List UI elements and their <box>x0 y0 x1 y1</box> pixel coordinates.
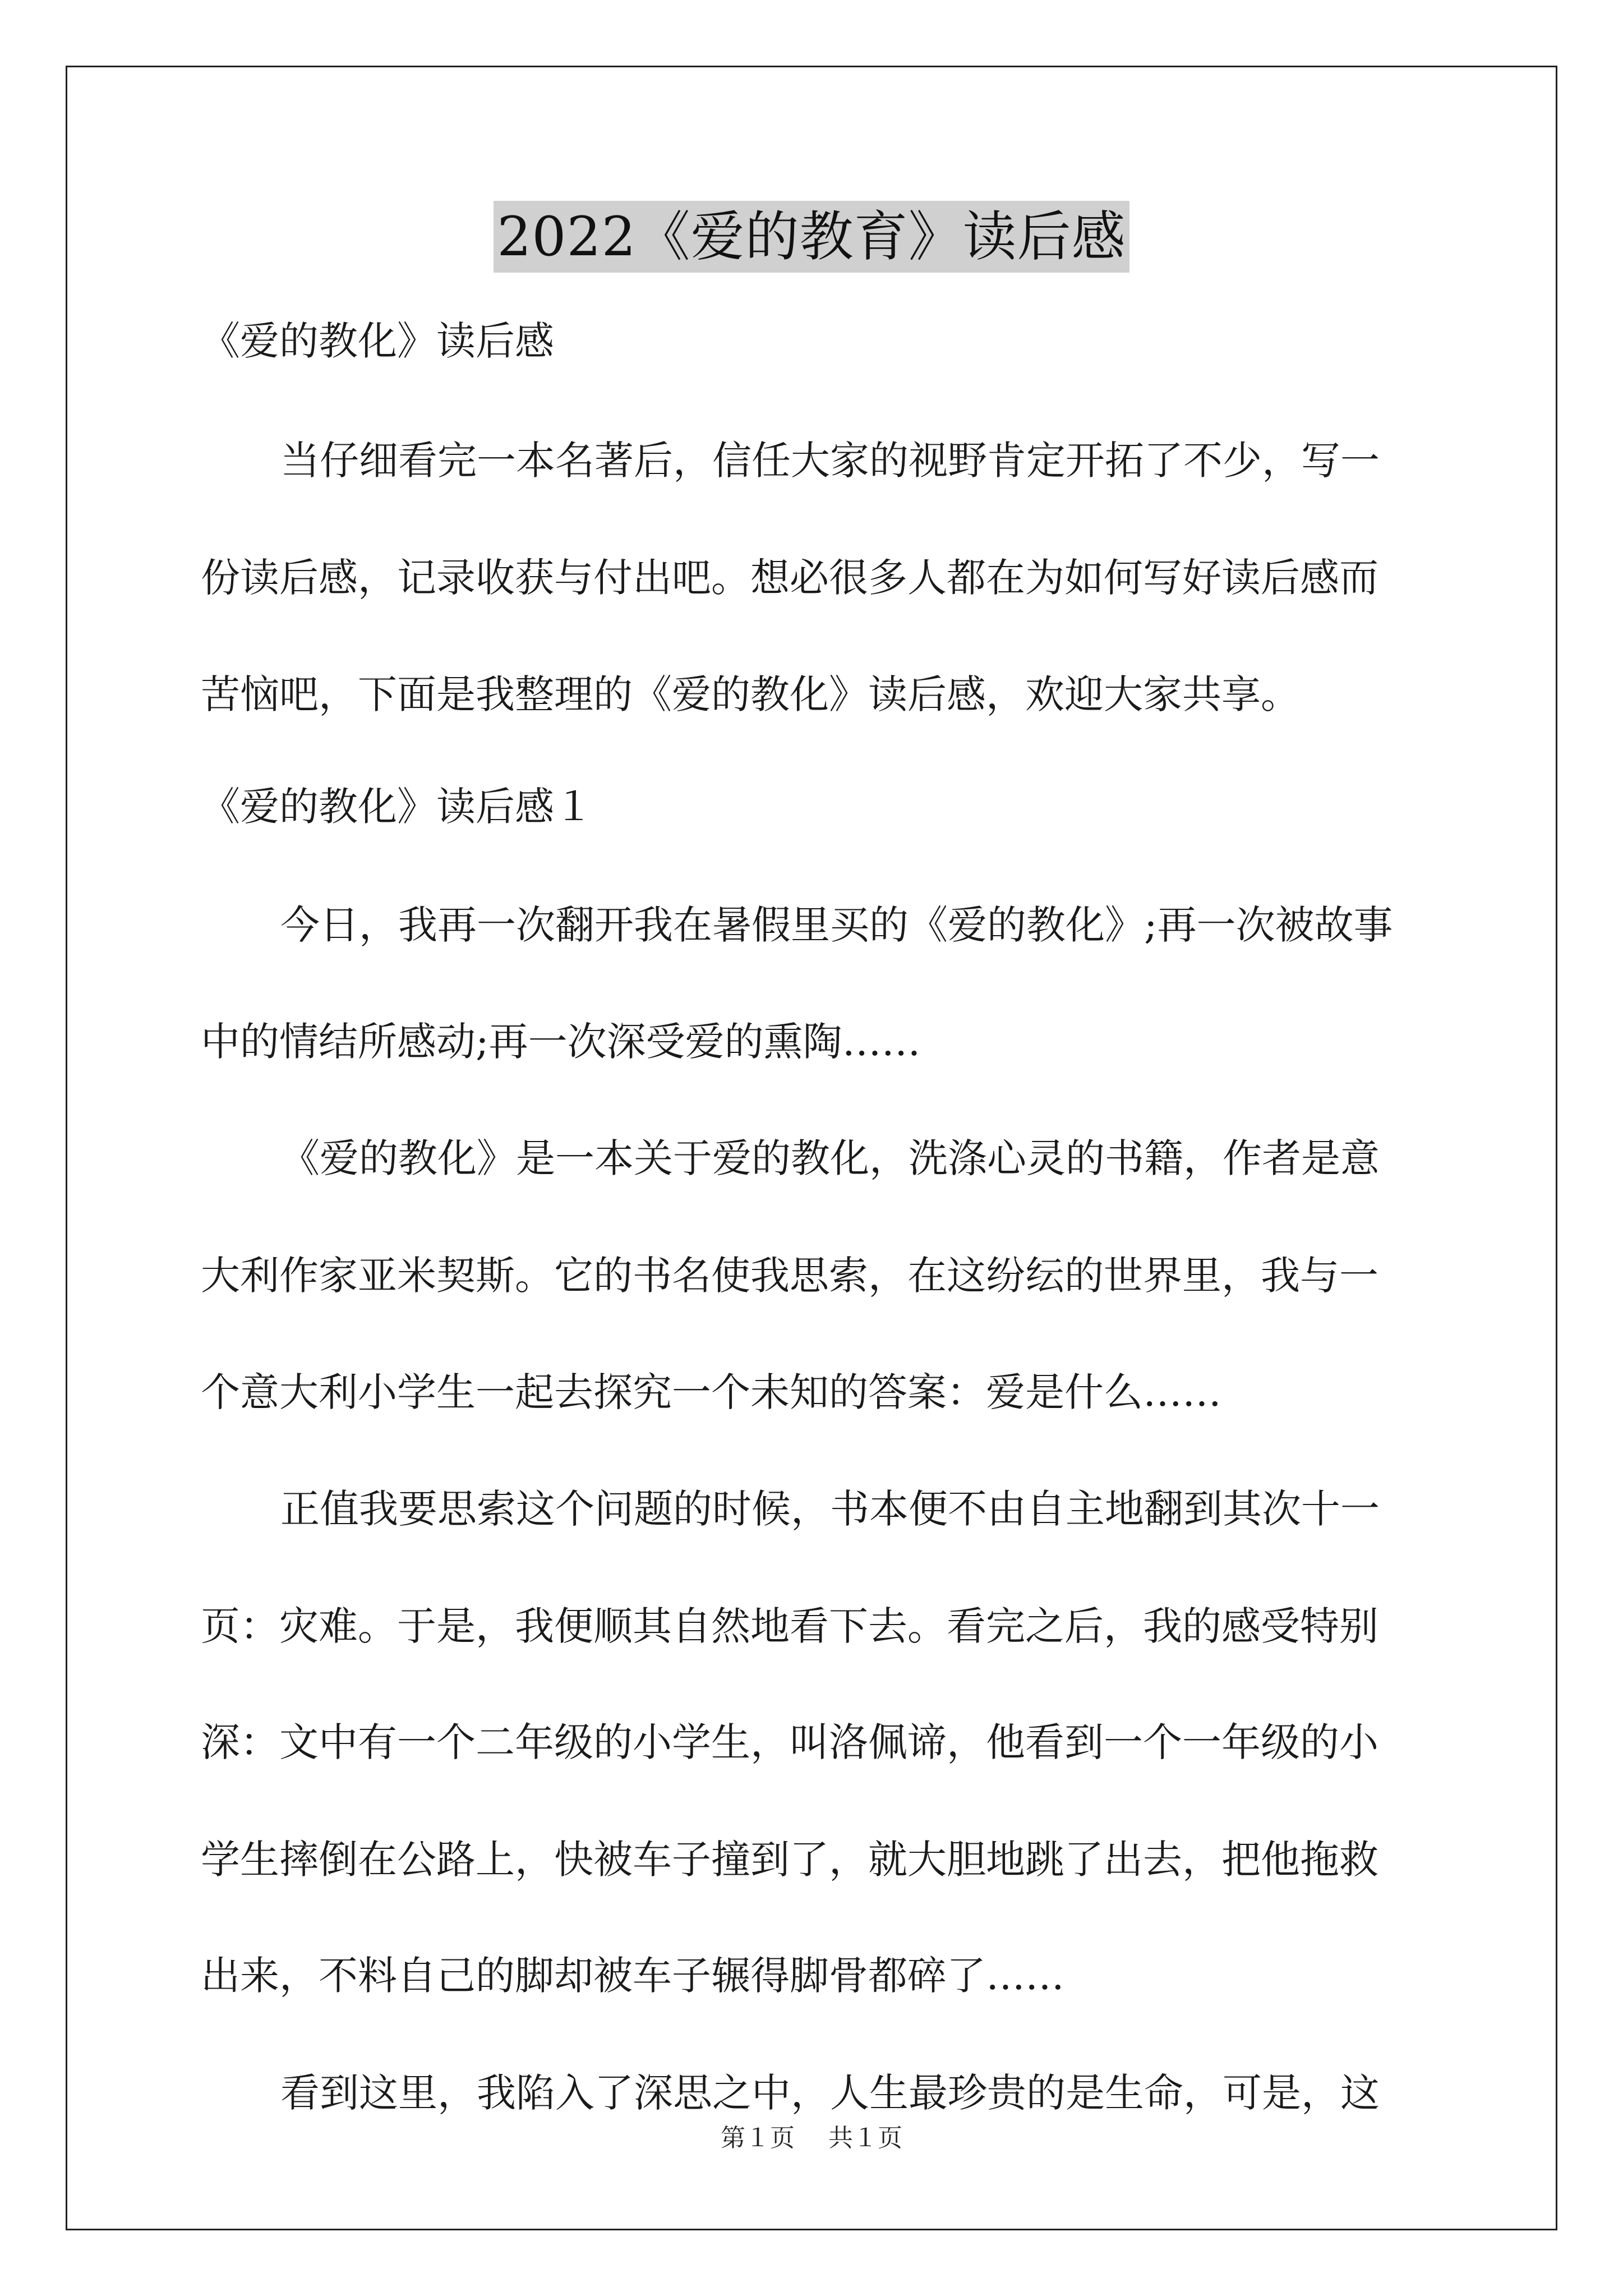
document-title: 2022《爱的教育》读后感 <box>494 201 1129 273</box>
paragraph-line: 苦恼吧，下面是我整理的《爱的教化》读后感，欢迎大家共享。 <box>201 671 1300 717</box>
title-container <box>66 201 1557 273</box>
paragraph-line: 份读后感，记录收获与付出吧。想必很多人都在为如何写好读后感而 <box>201 555 1378 601</box>
page-number-total: 共１页 <box>828 2124 902 2152</box>
paragraph-line: 出来，不料自己的脚却被车子辗得脚骨都碎了…… <box>201 1953 1064 1999</box>
paragraph-line: 《爱的教化》是一本关于爱的教化，洗涤心灵的书籍，作者是意 <box>280 1135 1380 1181</box>
page-number-current: 第１页 <box>721 2124 795 2152</box>
paragraph-line: 今日，我再一次翻开我在暑假里买的《爱的教化》;再一次被故事 <box>280 902 1393 948</box>
paragraph-line: 学生摔倒在公路上，快被车子撞到了，就大胆地跳了出去，把他拖救 <box>201 1837 1378 1883</box>
paragraph-line: 看到这里，我陷入了深思之中，人生最珍贵的是生命，可是，这 <box>280 2070 1380 2116</box>
paragraph-line: 大利作家亚米契斯。它的书名使我思索，在这纷纭的世界里，我与一 <box>201 1253 1378 1299</box>
paragraph-line: 深：文中有一个二年级的小学生，叫洛佩谛，他看到一个一年级的小 <box>201 1719 1378 1765</box>
section-heading: 《爱的教化》读后感 <box>201 318 554 364</box>
paragraph-line: 正值我要思索这个问题的时候，书本便不由自主地翻到其次十一 <box>280 1486 1380 1532</box>
section-heading: 《爱的教化》读后感１ <box>201 784 593 830</box>
paragraph-line: 当仔细看完一本名著后，信任大家的视野肯定开拓了不少，写一 <box>280 438 1380 484</box>
paragraph-line: 中的情结所感动;再一次深受爱的熏陶…… <box>201 1019 921 1065</box>
paragraph-line: 个意大利小学生一起去探究一个未知的答案：爱是什么…… <box>201 1369 1221 1415</box>
paragraph-line: 页：灾难。于是，我便顺其自然地看下去。看完之后，我的感受特别 <box>201 1603 1378 1649</box>
page-footer <box>66 2123 1557 2154</box>
